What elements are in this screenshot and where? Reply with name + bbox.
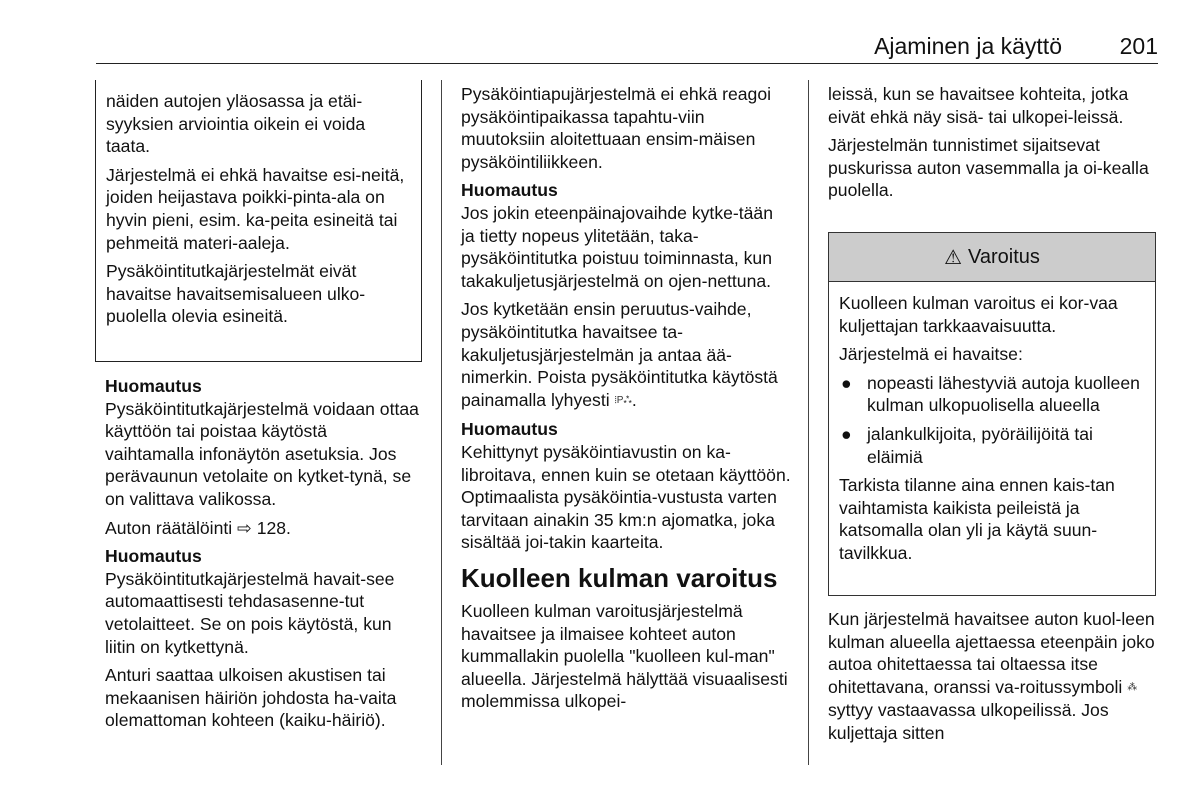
paragraph-end: . — [631, 389, 637, 410]
note-text: Pysäköintitutkajärjestelmä voidaan ottaa käyttöön tai poistaa käytöstä vaihtamalla infonäytön asetuksia. Jos perävaunun vetolaite on kytket-tynä, se on valittava valikossa. — [105, 398, 419, 509]
continued-notice-box — [95, 80, 422, 362]
column-3-top — [828, 83, 1158, 208]
note-title: Huomautus — [105, 546, 202, 567]
blind-spot-symbol-icon: ⁂ — [1127, 681, 1138, 693]
paragraph-text: Kun järjestelmä havaitsee auton kuol-leen kulman alueella ajettaessa eteenpäin joko autoa ohitettaessa tai oltaessa itse ohitettavana, oranssi va-roitussymboli — [828, 609, 1155, 697]
section-heading: Kuolleen kulman varoitus — [461, 562, 778, 593]
warning-body — [829, 282, 1155, 565]
paragraph — [461, 298, 791, 412]
note-title: Huomautus — [461, 180, 558, 201]
paragraph: leissä, kun se havaitsee kohteita, jotka eivät ehkä näy sisä- tai ulkopei-leissä. — [828, 84, 1129, 127]
paragraph-text: Jos kytketään ensin peruutus-vaihde, pysäköintitutka havaitsee ta-kakuljetusjärjestelmän ja antaa ää-nimerkin. Poista pysäköintitutka käytöstä painamalla lyhyesti — [461, 299, 778, 410]
column-1-body — [105, 375, 420, 738]
paragraph: Pysäköintiapujärjestelmä ei ehkä reagoi pysäköintipaikassa tapahtu-viin muutoksiin aloitettuaan ensim-mäisen pysäköintiliikkeen. — [461, 84, 772, 172]
column-2-body — [461, 83, 791, 719]
chapter-title: Ajaminen ja käyttö — [874, 33, 1062, 59]
page-number: 201 — [1119, 33, 1158, 59]
note-text: Pysäköintitutkajärjestelmä havait-see automaattisesti tehdasasenne-tut vetolaitteet. Se on pois käytöstä, kun liitin on kytkettynä. — [105, 568, 395, 657]
warning-paragraph: Järjestelmä ei havaitse: — [839, 344, 1023, 365]
page-reference-icon: ⇨ — [237, 517, 252, 538]
column-divider-right — [808, 80, 809, 765]
bullet-text: nopeasti lähestyviä autoja kuolleen kulman ulkopuolisella alueella — [867, 372, 1140, 416]
parking-button-icon: ⦙P⁂ — [614, 394, 632, 406]
column-divider-left — [441, 80, 442, 765]
note-text: Kehittynyt pysäköintiavustin on ka-libroitava, ennen kuin se otetaan käyttöön. Optimaalista pysäköintia-vustusta varten tarvitaan ainakin 35 km:n ajomatka, joka sisältää joi-takin kaarteita. — [461, 441, 791, 553]
box-paragraph: näiden autojen yläosassa ja etäi-syyksien arviointia oikein ei voida taata. — [106, 91, 366, 157]
bullet-icon: ● — [841, 372, 852, 393]
warning-title: Varoitus — [968, 245, 1040, 268]
box-paragraph: Järjestelmä ei ehkä havaitse esi-neitä, joiden heijastava poikki-pinta-ala on hyvin pieni, esim. ka-peita esineitä tai pehmeitä materi-aaleja. — [106, 164, 405, 253]
paragraph: Anturi saattaa ulkoisen akustisen tai mekaanisen häiriön johdosta ha-vaita olemattoman kohteen (kaiku-häiriö). — [105, 665, 397, 731]
cross-reference — [105, 517, 420, 540]
warning-bullet — [839, 423, 1145, 468]
warning-header — [829, 233, 1155, 282]
warning-box — [828, 232, 1156, 596]
paragraph — [828, 608, 1158, 745]
column-3-bottom — [828, 608, 1158, 751]
warning-bullet — [839, 372, 1145, 417]
warning-paragraph: Kuolleen kulman varoitus ei kor-vaa kuljettajan tarkkaavaisuutta. — [839, 293, 1118, 336]
note-title: Huomautus — [461, 419, 558, 440]
paragraph: Järjestelmän tunnistimet sijaitsevat puskurissa auton vasemmalla ja oi-kealla puolella. — [828, 135, 1149, 201]
reference-text: Auton räätälöinti — [105, 517, 233, 538]
box-paragraph: Pysäköintitutkajärjestelmät eivät havaitse havaitsemisalueen ulko-puolella olevia esineitä. — [106, 261, 366, 327]
bullet-icon: ● — [841, 423, 852, 444]
paragraph-end: syttyy vastaavassa ulkopeilissä. Jos kuljettaja sitten — [828, 700, 1109, 744]
note-text: Jos jokin eteenpäinajovaihde kytke-tään ja tietty nopeus ylitetään, taka-pysäköintitutka poistuu toiminnasta, kun takakuljetusjärjestelmä on ojen-nettuna. — [461, 202, 774, 291]
bullet-text: jalankulkijoita, pyöräilijöitä tai eläimiä — [867, 423, 1093, 467]
warning-triangle-icon: ⚠ — [944, 246, 963, 269]
reference-page: 128. — [256, 517, 291, 538]
note-title: Huomautus — [105, 376, 202, 396]
warning-paragraph: Tarkista tilanne aina ennen kais-tan vaihtamista kaikista peileistä ja katsomalla olan yli ja käytä suun-tavilkkua. — [839, 475, 1115, 563]
header-rule — [96, 63, 1158, 64]
paragraph: Kuolleen kulman varoitusjärjestelmä havaitsee ja ilmaisee kohteet auton kummallakin puolella "kuolleen kul-man" alueella. Järjestelmä hälyttää visuaalisesti molemmissa ulkopei- — [461, 600, 788, 712]
